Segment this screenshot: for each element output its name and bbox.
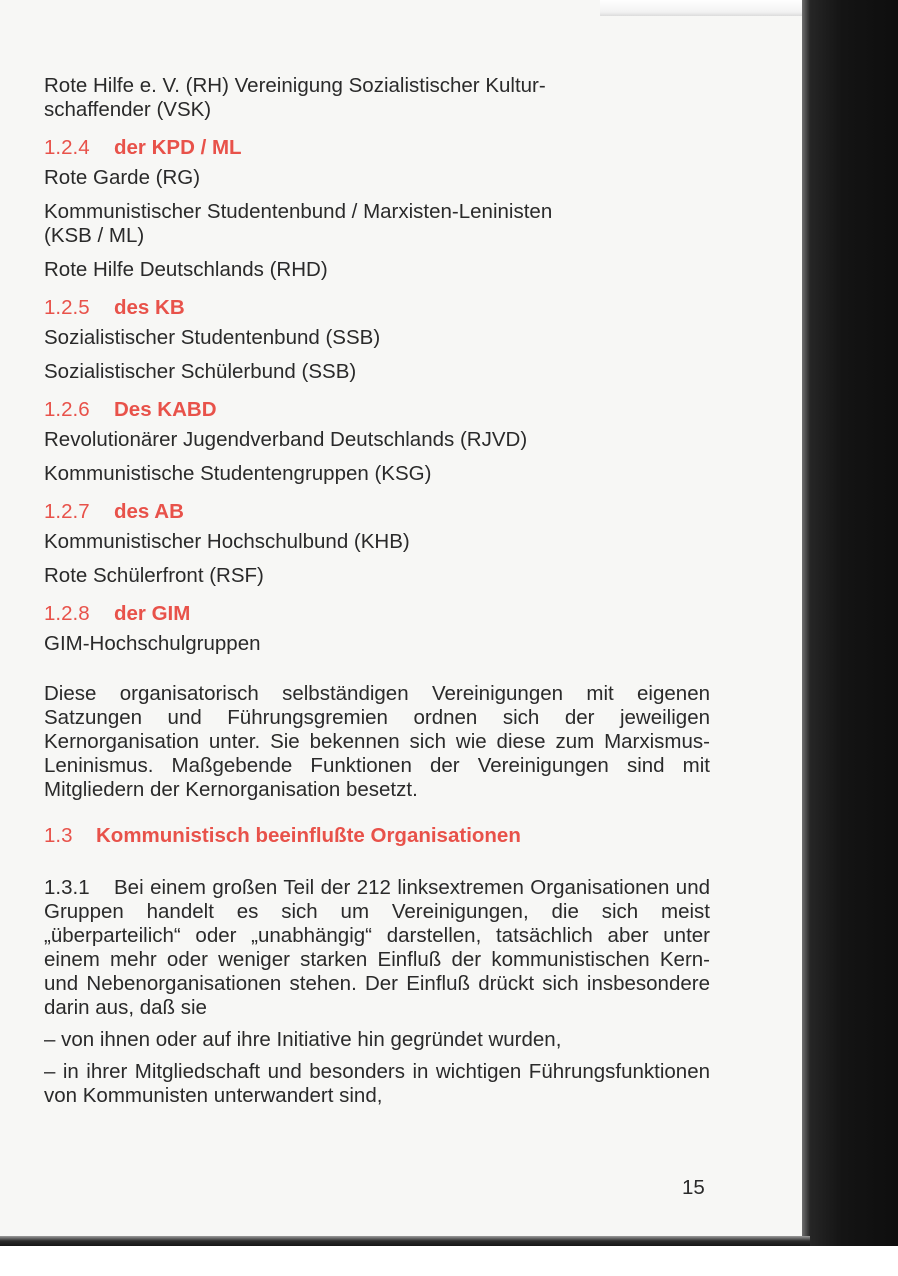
top-edge-shadow (600, 0, 810, 16)
org-entry (44, 462, 710, 486)
section-heading (44, 602, 710, 626)
section-1-3-1-paragraph (44, 876, 710, 1020)
section-title: Kommunistisch beeinflußte Organisationen (96, 824, 521, 847)
section-1-2-5 (44, 296, 710, 384)
org-name: (KSB / ML) (44, 224, 145, 247)
section-title: des KB (114, 296, 185, 319)
page-number: 15 (682, 1176, 705, 1199)
org-entry (44, 530, 710, 554)
intro-line: Rote Hilfe e. V. (RH) Vereinigung Sozialistischer Kultur- (44, 74, 546, 97)
org-entry (44, 632, 710, 656)
section-heading (44, 398, 710, 422)
org-entry (44, 166, 710, 190)
section-1-2-6 (44, 398, 710, 486)
org-name: Rote Garde (RG) (44, 166, 201, 189)
org-name: Rote Hilfe Deutschlands (RHD) (44, 258, 328, 281)
section-number: 1.2.7 (44, 500, 90, 523)
main-section-heading (44, 824, 710, 848)
org-entry (44, 428, 710, 452)
section-number: 1.3.1 (44, 876, 90, 899)
org-name: GIM-Hochschulgruppen (44, 632, 261, 655)
section-number: 1.2.5 (44, 296, 90, 319)
page-content (44, 74, 710, 1108)
section-number: 1.2.6 (44, 398, 90, 421)
org-entry (44, 200, 710, 248)
section-title: Des KABD (114, 398, 217, 421)
binding-spine (802, 0, 898, 1276)
intro-entry (44, 74, 710, 122)
org-name: Kommunistische Studentengruppen (KSG) (44, 462, 432, 485)
body-paragraph: Diese organisatorisch selbständigen Vereinigungen mit eigenen Satzungen und Führungsgremien ordnen sich der jeweiligen Kernorganisation unter. Sie bekennen sich wie diese zum Marxismus-Leninismus. Maßgebende Funktionen der Vereinigungen sind mit Mitgliedern der Kernorganisation besetzt. (44, 682, 710, 801)
bottom-margin (0, 1246, 898, 1276)
section-1-2-4 (44, 136, 710, 282)
org-entry (44, 326, 710, 350)
section-1-2-8 (44, 602, 710, 656)
bullet-item: – in ihrer Mitgliedschaft und besonders in wichtigen Führungsfunktionen von Kommunisten unterwandert sind, (44, 1060, 710, 1107)
org-name: Sozialistischer Studentenbund (SSB) (44, 326, 381, 349)
org-name: Kommunistischer Studentenbund / Marxisten-Leninisten (44, 200, 553, 223)
bullet-item: – von ihnen oder auf ihre Initiative hin gegründet wurden, (44, 1028, 562, 1051)
section-heading (44, 136, 710, 160)
section-heading (44, 296, 710, 320)
section-number: 1.3 (44, 824, 73, 847)
section-number: 1.2.8 (44, 602, 90, 625)
org-name: Sozialistischer Schülerbund (SSB) (44, 360, 357, 383)
section-number: 1.2.4 (44, 136, 90, 159)
section-title: des AB (114, 500, 184, 523)
section-1-2-7 (44, 500, 710, 588)
section-title: der GIM (114, 602, 191, 625)
org-entry (44, 258, 710, 282)
org-name: Revolutionärer Jugendverband Deutschlands (RJVD) (44, 428, 528, 451)
org-name: Rote Schülerfront (RSF) (44, 564, 264, 587)
section-title: der KPD / ML (114, 136, 242, 159)
org-entry (44, 564, 710, 588)
intro-line: schaffender (VSK) (44, 98, 212, 121)
section-heading (44, 500, 710, 524)
org-entry (44, 360, 710, 384)
paragraph-text: Bei einem großen Teil der 212 linksextremen Organisationen und Gruppen handelt es sich um Vereinigungen, die sich meist „überparteilich“ oder „unabhängig“ darstellen, tatsächlich aber unter einem mehr oder weniger starken Einfluß der kommunistischen Kern- und Nebenorganisationen stehen. Der Einfluß drückt sich insbesondere darin aus, daß sie (44, 876, 710, 1019)
org-name: Kommunistischer Hochschulbund (KHB) (44, 530, 410, 553)
